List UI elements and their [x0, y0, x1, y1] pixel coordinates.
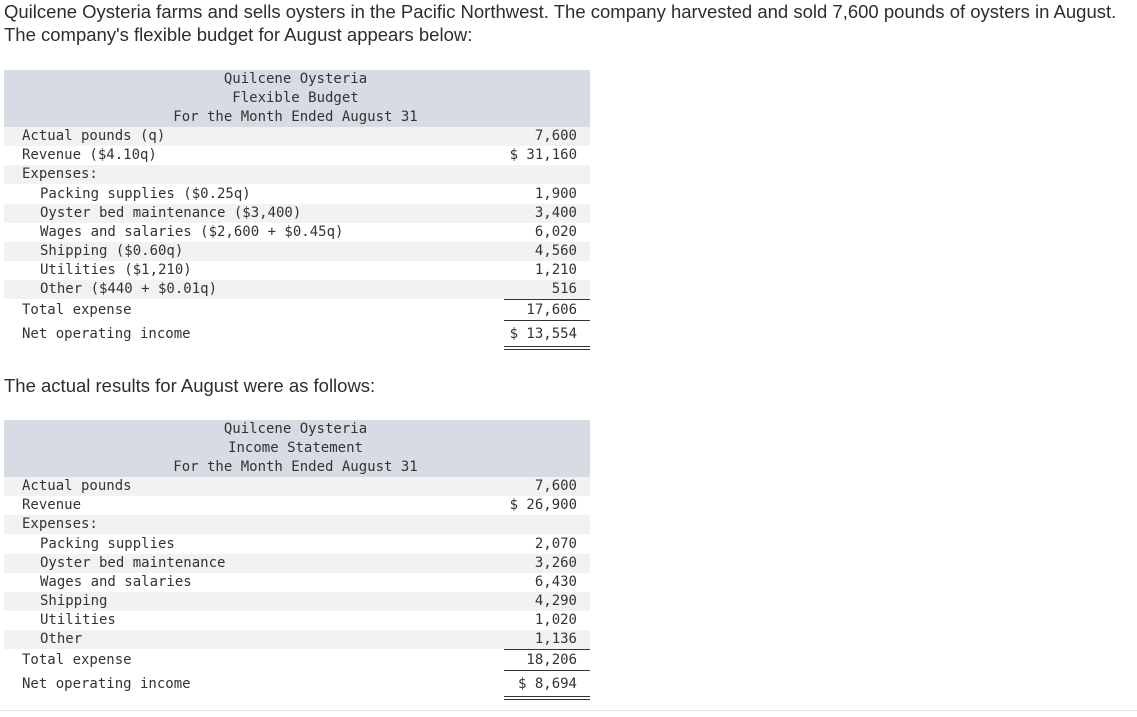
- row-label: Revenue: [22, 497, 82, 513]
- row-label: Wages and salaries ($2,600 + $0.45q): [40, 224, 344, 240]
- row-value: 1,020: [534, 612, 577, 628]
- actual-results-intro: The actual results for August were as follows:: [4, 375, 376, 396]
- income-statement-table: [4, 420, 590, 704]
- row-value: $ 31,160: [509, 147, 577, 163]
- underline: [504, 649, 590, 650]
- row-label: Packing supplies ($0.25q): [40, 186, 251, 202]
- row-label: Wages and salaries: [40, 574, 192, 590]
- row-revenue: [4, 146, 590, 165]
- row-value: 2,070: [534, 536, 577, 552]
- flexible-budget-header: [4, 70, 590, 127]
- underline: [504, 670, 590, 671]
- row-wages-salaries: [4, 573, 590, 592]
- row-value: 6,020: [534, 224, 577, 240]
- statement-period: For the Month Ended August 31: [173, 459, 418, 475]
- double-underline-bottom: [504, 699, 590, 700]
- row-value: 4,560: [534, 243, 577, 259]
- row-label: Expenses:: [22, 166, 98, 182]
- row-expenses-heading: [4, 515, 590, 534]
- row-total-expense: [4, 301, 590, 320]
- row-label: Oyster bed maintenance: [40, 555, 226, 571]
- flexible-budget-table: [4, 70, 590, 354]
- row-value: 1,900: [534, 186, 577, 202]
- company-name: Quilcene Oysteria: [223, 421, 368, 437]
- row-total-expense: [4, 651, 590, 670]
- row-label: Net operating income: [22, 326, 191, 342]
- underline: [504, 320, 590, 321]
- row-net-operating-income: [4, 325, 590, 344]
- row-expenses-heading: [4, 165, 590, 184]
- row-label: Packing supplies: [40, 536, 175, 552]
- row-value: 516: [551, 281, 577, 297]
- row-other: [4, 280, 590, 299]
- row-packing-supplies: [4, 185, 590, 204]
- row-oyster-bed-maintenance: [4, 554, 590, 573]
- underline: [504, 299, 590, 300]
- row-wages-salaries: [4, 223, 590, 242]
- row-value: 17,606: [526, 302, 577, 318]
- statement-title: Income Statement: [228, 440, 363, 456]
- row-value: $ 13,554: [509, 326, 577, 342]
- row-label: Other: [40, 631, 83, 647]
- row-value: 3,260: [534, 555, 577, 571]
- row-oyster-bed-maintenance: [4, 204, 590, 223]
- row-label: Expenses:: [22, 516, 98, 532]
- row-revenue: [4, 496, 590, 515]
- page-bottom-border: [0, 710, 1137, 711]
- row-label: Revenue ($4.10q): [22, 147, 157, 163]
- row-packing-supplies: [4, 535, 590, 554]
- row-other: [4, 630, 590, 649]
- statement-period: For the Month Ended August 31: [173, 109, 418, 125]
- row-label: Utilities ($1,210): [40, 262, 192, 278]
- row-shipping: [4, 242, 590, 261]
- row-label: Shipping ($0.60q): [40, 243, 184, 259]
- row-label: Total expense: [22, 302, 132, 318]
- row-label: Oyster bed maintenance ($3,400): [40, 205, 302, 221]
- row-label: Total expense: [22, 652, 132, 668]
- problem-intro: Quilcene Oysteria farms and sells oysters in the Pacific Northwest. The company harvested and sold 7,600 pounds of oysters in August. The company's flexible budget for August appears below:: [4, 1, 1117, 45]
- company-name: Quilcene Oysteria: [223, 71, 368, 87]
- row-value: 18,206: [526, 652, 577, 668]
- row-label: Actual pounds: [22, 478, 132, 494]
- income-statement-header: [4, 420, 590, 477]
- row-value: $ 26,900: [509, 497, 577, 513]
- row-value: 7,600: [534, 478, 577, 494]
- row-value: 3,400: [534, 205, 577, 221]
- row-value: 7,600: [534, 128, 577, 144]
- row-utilities: [4, 261, 590, 280]
- row-label: Shipping: [40, 593, 108, 609]
- row-label: Actual pounds (q): [22, 128, 166, 144]
- statement-title: Flexible Budget: [232, 90, 359, 106]
- row-label: Utilities: [40, 612, 116, 628]
- row-value: 6,430: [534, 574, 577, 590]
- row-net-operating-income: [4, 675, 590, 694]
- row-value: $ 8,694: [517, 676, 577, 692]
- row-utilities: [4, 611, 590, 630]
- row-actual-pounds: [4, 477, 590, 496]
- double-underline-top: [504, 346, 590, 347]
- double-underline-bottom: [504, 349, 590, 350]
- double-underline-top: [504, 696, 590, 697]
- row-actual-pounds: [4, 127, 590, 146]
- row-value: 1,136: [534, 631, 577, 647]
- row-label: Net operating income: [22, 676, 191, 692]
- row-value: 1,210: [534, 262, 577, 278]
- row-shipping: [4, 592, 590, 611]
- row-label: Other ($440 + $0.01q): [40, 281, 218, 297]
- row-value: 4,290: [534, 593, 577, 609]
